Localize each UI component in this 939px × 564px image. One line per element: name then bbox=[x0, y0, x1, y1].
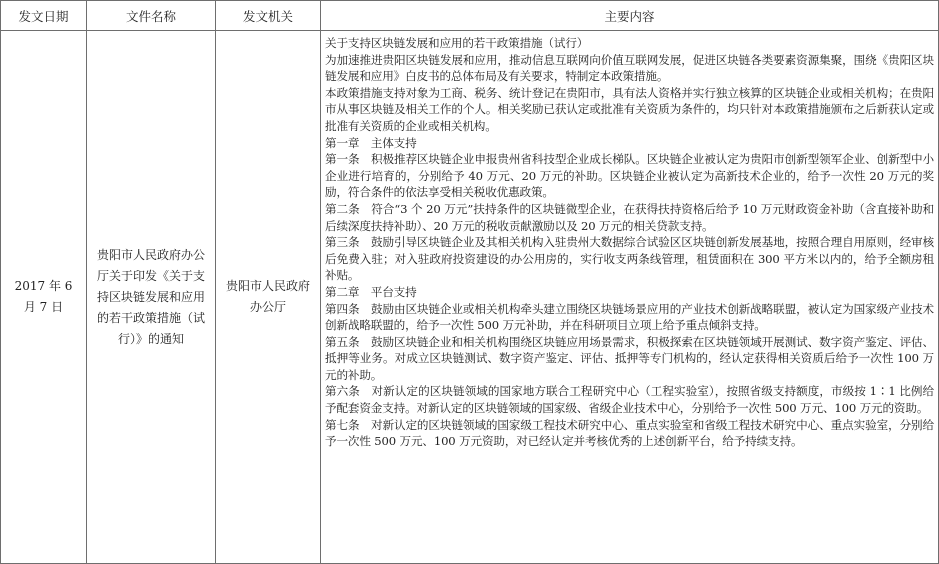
content-paragraph: 为加速推进贵阳区块链发展和应用，推动信息互联网向价值互联网发展，促进区块链各类要素资源集聚，围绕《贵阳区块链发展和应用》白皮书的总体布局及有关要求，特制定本政策措施。 bbox=[325, 52, 934, 84]
article-2: 第二条 符合“3 个 20 万元”扶持条件的区块链微型企业，在获得扶持资格后给予 10 万元财政资金补助（含直接补助和后续深度扶持补助）、20 万元的税收贡献激励以及 20 万元的相关贷款支持。 bbox=[325, 201, 934, 233]
article-5: 第五条 鼓励区块链企业和相关机构围绕区块链应用场景需求，积极探索在区块链领域开展测试、数字资产鉴定、评估、抵押等业务。对成立区块链测试、数字资产鉴定、评估、抵押等专门机构的，经认定获得相关资质后给予一次性 100 万元的补助。 bbox=[325, 334, 934, 382]
article-7: 第七条 对新认定的区块链领域的国家级工程技术研究中心、重点实验室和省级工程技术研究中心、重点实验室，分别给予一次性 500 万元、100 万元资助，对已经认定并考核优秀的上述创新平台，给予持续支持。 bbox=[325, 417, 934, 449]
header-row bbox=[1, 1, 939, 31]
header-date: 发文日期 bbox=[1, 1, 87, 31]
chapter-heading: 第一章 主体支持 bbox=[325, 135, 417, 150]
cell-file-name: 贵阳市人民政府办公厅关于印发《关于支持区块链发展和应用的若干政策措施（试行）》的通知 bbox=[87, 31, 216, 564]
cell-date: 2017 年 6 月 7 日 bbox=[1, 31, 87, 564]
cell-main-content bbox=[321, 31, 939, 564]
content-paragraph: 本政策措施支持对象为工商、税务、统计登记在贵阳市，具有法人资格并实行独立核算的区块链企业或相关机构；在贵阳市从事区块链及相关工作的个人。相关奖励已获认定或批准有关资质为条件的，均只针对本政策措施颁布之后新获认定或批准有关资质的企业或相关机构。 bbox=[325, 85, 934, 133]
article-6: 第六条 对新认定的区块链领域的国家地方联合工程研究中心（工程实验室），按照省级支持额度，市级按 1∶1 比例给予配套资金支持。对新认定的区块链领域的国家级、省级企业技术中心，分别给予一次性 500 万元、100 万元的资助。 bbox=[325, 384, 934, 416]
header-issuer: 发文机关 bbox=[216, 1, 321, 31]
chapter-heading: 第二章 平台支持 bbox=[325, 284, 417, 299]
cell-issuer: 贵阳市人民政府办公厅 bbox=[216, 31, 321, 564]
header-file-name: 文件名称 bbox=[87, 1, 216, 31]
article-1: 第一条 积极推荐区块链企业申报贵州省科技型企业成长梯队。区块链企业被认定为贵阳市创新型领军企业、创新型中小企业进行培育的，分别给予 40 万元、20 万元的补助。区块链企业被认定为高新技术企业的，给予一次性 20 万元的奖励，符合条件的依法享受相关税收优惠政策。 bbox=[325, 152, 934, 200]
header-main-content: 主要内容 bbox=[321, 1, 939, 31]
article-3: 第三条 鼓励引导区块链企业及其相关机构入驻贵州大数据综合试验区区块链创新发展基地，按照合理自用原则，经审核后免费入驻；对入驻政府投资建设的办公用房的，实行收支两条线管理，租赁面积在 300 平方米以内的，给予全额房租补贴。 bbox=[325, 235, 934, 283]
content-title: 关于支持区块链发展和应用的若干政策措施（试行） bbox=[325, 36, 589, 50]
article-4: 第四条 鼓励由区块链企业或相关机构牵头建立围绕区块链场景应用的产业技术创新战略联盟，被认定为国家级产业技术创新战略联盟的，给予一次性 500 万元补助，并在科研项目立项上给予重点倾斜支持。 bbox=[325, 301, 934, 333]
table-row bbox=[1, 31, 939, 564]
